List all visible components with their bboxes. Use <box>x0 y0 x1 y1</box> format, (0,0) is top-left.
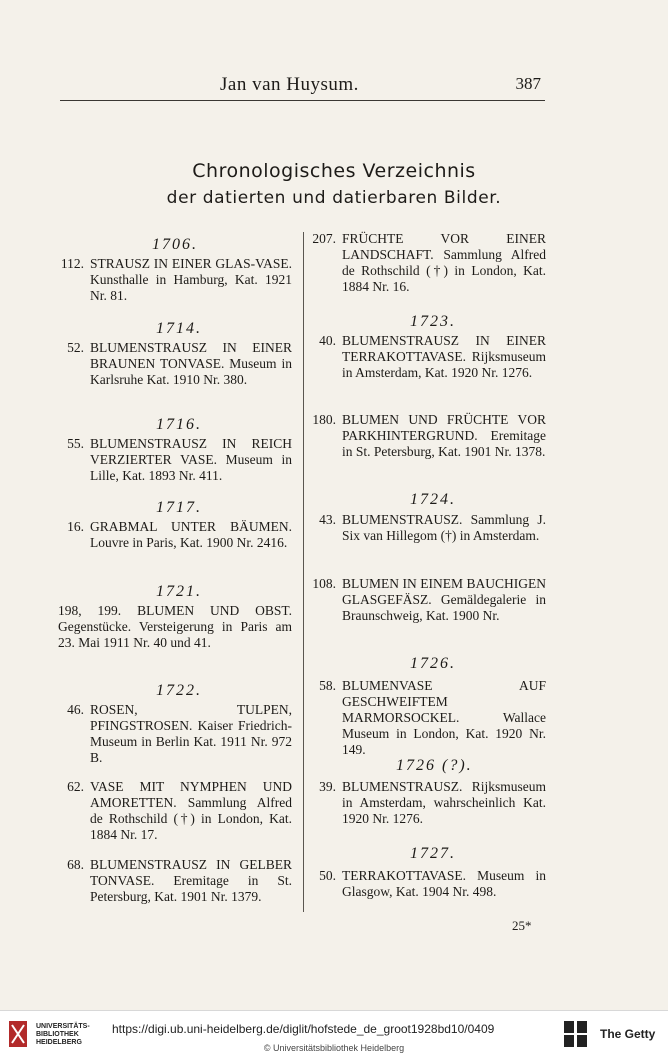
section-subheading: der datierten und datierbaren Bilder. <box>166 188 502 208</box>
entry-text: BLUMENSTRAUSZ IN GELBER TONVASE. Eremitage in St. Petersburg, Kat. 1901 Nr. 1379. <box>90 857 292 904</box>
year-heading: 1706. <box>152 236 198 253</box>
entry-text: BLUMENSTRAUSZ. Rijksmuseum in Amsterdam, wahrscheinlich Kat. 1920 Nr. 1276. <box>342 779 546 826</box>
year-heading: 1726. <box>410 655 456 672</box>
getty-name: The Getty <box>600 1027 656 1041</box>
entry-number: 68. <box>67 857 84 872</box>
running-head <box>60 72 545 101</box>
entry-text: GRABMAL UNTER BÄUMEN. Louvre in Paris, Kat. 1900 Nr. 2416. <box>90 519 292 550</box>
year-heading: 1716. <box>156 416 202 433</box>
column-divider <box>303 232 304 912</box>
entry-number: 180. <box>312 412 336 427</box>
entry-text: BLUMENSTRAUSZ IN EINER TERRAKOTTAVASE. Rijksmuseum in Amsterdam, Kat. 1920 Nr. 1276. <box>342 333 546 380</box>
section-heading: Chronologisches Verzeichnis <box>192 160 476 182</box>
entry-number: 52. <box>67 340 84 355</box>
entry-text: BLUMENVASE AUF GESCHWEIFTEM MARMORSOCKEL. Wallace Museum in London, Kat. 1920 Nr. 149. <box>342 678 546 757</box>
entry-number: 112. <box>60 256 84 271</box>
entry-text: BLUMENSTRAUSZ IN REICH VERZIERTER VASE. Museum in Lille, Kat. 1893 Nr. 411. <box>90 436 292 483</box>
copyright-notice: © Universitätsbibliothek Heidelberg <box>263 1043 405 1053</box>
entry-text: FRÜCHTE VOR EINER LANDSCHAFT. Sammlung Alfred de Rothschild (†) in London, Kat. 1884 Nr. 16. <box>342 231 546 294</box>
entry-text: VASE MIT NYMPHEN UND AMORETTEN. Sammlung Alfred de Rothschild (†) in London, Kat. 1884 Nr. 17. <box>90 779 292 842</box>
page-number: 387 <box>515 74 541 93</box>
viewer-footer <box>0 1010 668 1059</box>
entry-number: 58. <box>319 678 336 693</box>
entry-number: 50. <box>319 868 336 883</box>
entry-text: BLUMEN UND FRÜCHTE VOR PARKHINTERGRUND. Eremitage in St. Petersburg, Kat. 1901 Nr. 1378. <box>342 412 546 459</box>
year-heading: 1721. <box>156 583 202 600</box>
entry-number: 108. <box>312 576 336 591</box>
entry-number: 198, 199. <box>58 603 122 618</box>
getty-logo-icon <box>563 1019 589 1049</box>
entry-text: BLUMENSTRAUSZ. Sammlung J. Six van Hillegom (†) in Amsterdam. <box>342 512 546 543</box>
entry-number: 55. <box>67 436 84 451</box>
year-heading: 1723. <box>410 313 456 330</box>
entry-number: 207. <box>312 231 336 246</box>
entry-number: 46. <box>67 702 84 717</box>
entry-number: 62. <box>67 779 84 794</box>
entry-text <box>58 603 292 651</box>
entry-number: 43. <box>319 512 336 527</box>
entry-text: BLUMEN IN EINEM BAUCHIGEN GLASGEFÄSZ. Gemäldegalerie in Braunschweig, Kat. 1900 Nr. <box>342 576 546 623</box>
running-title: Jan van Huysum. <box>220 74 359 95</box>
entry-number: 16. <box>67 519 84 534</box>
year-heading: 1726 (?). <box>396 757 473 774</box>
year-heading: 1717. <box>156 499 202 516</box>
entry-number: 39. <box>319 779 336 794</box>
entry-text: BLUMENSTRAUSZ IN EINER BRAUNEN TONVASE. Museum in Karlsruhe Kat. 1910 Nr. 380. <box>90 340 292 387</box>
permalink-url[interactable]: https://digi.ub.uni-heidelberg.de/diglit/hofstede_de_groot1928bd10/0409 <box>112 1022 495 1036</box>
entry-body: BLUMEN UND OBST. Gegenstücke. Versteigerung in Paris am 23. Mai 1911 Nr. 40 und 41. <box>58 603 292 650</box>
entry-number: 40. <box>319 333 336 348</box>
year-heading: 1724. <box>410 491 456 508</box>
entry-text: ROSEN, TULPEN, PFINGSTROSEN. Kaiser Friedrich-Museum in Berlin Kat. 1911 Nr. 972 B. <box>90 702 292 765</box>
year-heading: 1722. <box>156 682 202 699</box>
entry-text: STRAUSZ IN EINER GLAS-VASE. Kunsthalle in Hamburg, Kat. 1921 Nr. 81. <box>90 256 292 303</box>
signature-mark: 25* <box>512 918 532 933</box>
year-heading: 1727. <box>410 845 456 862</box>
entry-text: TERRAKOTTAVASE. Museum in Glasgow, Kat. 1904 Nr. 498. <box>342 868 546 899</box>
library-name: UNIVERSITÄTS- BIBLIOTHEK HEIDELBERG <box>36 1023 90 1046</box>
year-heading: 1714. <box>156 320 202 337</box>
